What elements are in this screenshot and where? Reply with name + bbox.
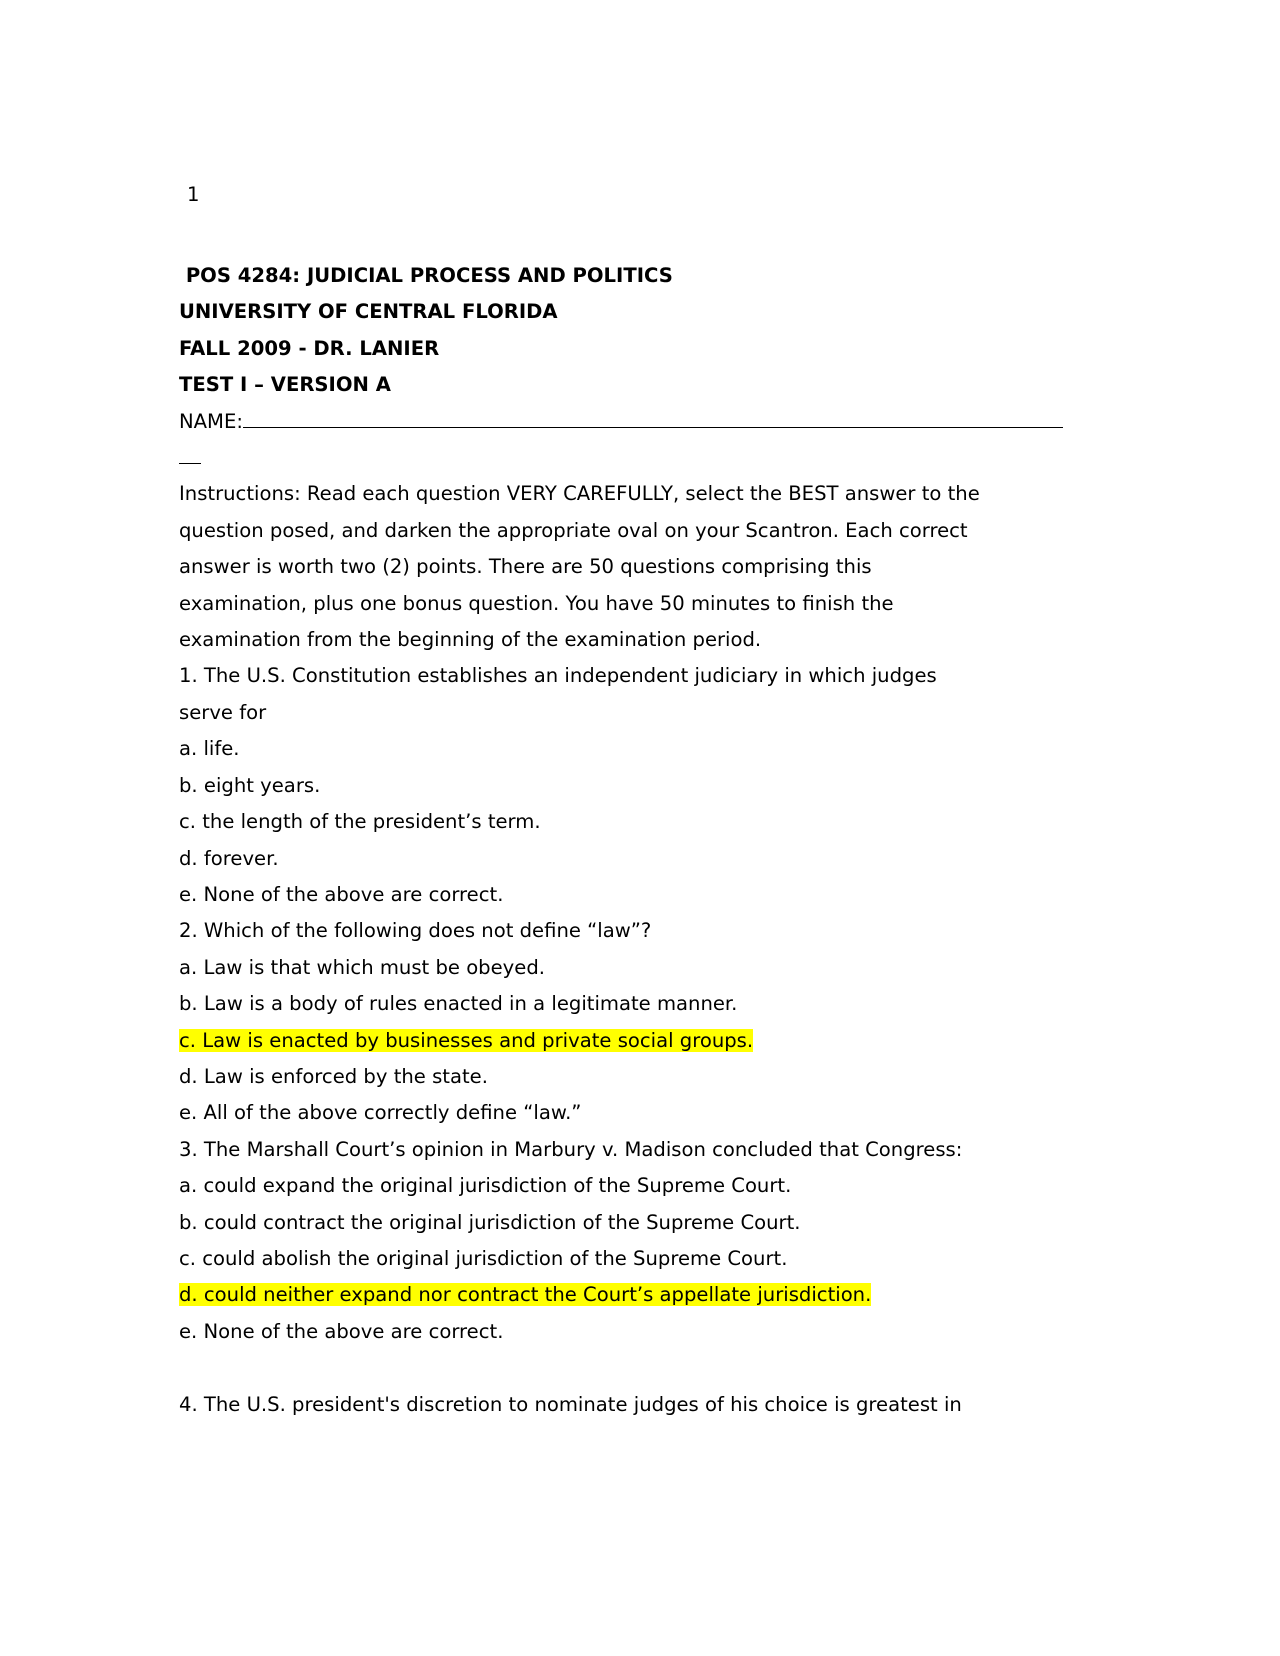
course-title: POS 4284: JUDICIAL PROCESS AND POLITICS [179, 264, 673, 287]
blank-line [179, 1350, 1079, 1386]
instructions-line: examination from the beginning of the examination period. [179, 628, 762, 652]
document-body [179, 258, 1079, 1423]
question-1 [179, 658, 1079, 913]
question-2 [179, 913, 1079, 1131]
answer-option-highlighted: d. could neither expand nor contract the Court’s appellate jurisdiction. [179, 1283, 872, 1307]
instructions-line: examination, plus one bonus question. You have 50 minutes to finish the [179, 591, 894, 615]
answer-option: b. could contract the original jurisdiction of the Supreme Court. [179, 1210, 801, 1234]
answer-option: a. life. [179, 737, 240, 761]
page-number: 1 [187, 183, 200, 206]
answer-option: b. eight years. [179, 773, 321, 797]
instructions-line: question posed, and darken the appropriate oval on your Scantron. Each correct [179, 518, 968, 542]
answer-option: a. could expand the original jurisdiction of the Supreme Court. [179, 1174, 792, 1198]
answer-option: d. forever. [179, 846, 279, 870]
answer-option: a. Law is that which must be obeyed. [179, 955, 545, 979]
name-underline-continued [179, 440, 1079, 476]
answer-option-highlighted: c. Law is enacted by businesses and private social groups. [179, 1028, 754, 1052]
answer-option: e. None of the above are correct. [179, 882, 504, 906]
instructions-line: answer is worth two (2) points. There are 50 questions comprising this [179, 555, 872, 579]
university-name: UNIVERSITY OF CENTRAL FLORIDA [179, 300, 558, 324]
name-underline [243, 405, 1063, 428]
answer-option: d. Law is enforced by the state. [179, 1064, 488, 1088]
question-3 [179, 1132, 1079, 1350]
answer-option: b. Law is a body of rules enacted in a legitimate manner. [179, 992, 738, 1016]
question-text: 4. The U.S. president's discretion to nominate judges of his choice is greatest in [179, 1392, 962, 1416]
answer-option: c. could abolish the original jurisdiction of the Supreme Court. [179, 1246, 788, 1270]
question-4 [179, 1387, 1079, 1423]
term-instructor: FALL 2009 - DR. LANIER [179, 336, 440, 360]
name-label: NAME: [179, 409, 243, 433]
answer-option: e. None of the above are correct. [179, 1319, 504, 1343]
answer-option: c. the length of the president’s term. [179, 810, 541, 834]
question-text: 3. The Marshall Court’s opinion in Marbury v. Madison concluded that Congress: [179, 1137, 963, 1161]
question-text: 1. The U.S. Constitution establishes an independent judiciary in which judges [179, 664, 937, 688]
question-text: serve for [179, 700, 267, 724]
test-version: TEST I – VERSION A [179, 373, 391, 397]
instructions [179, 476, 1079, 658]
question-text: 2. Which of the following does not define “law”? [179, 919, 652, 943]
instructions-line: Instructions: Read each question VERY CAREFULLY, select the BEST answer to the [179, 482, 980, 506]
name-field[interactable] [179, 404, 1079, 440]
answer-option: e. All of the above correctly define “law.” [179, 1101, 582, 1125]
underline-dash [179, 443, 201, 464]
